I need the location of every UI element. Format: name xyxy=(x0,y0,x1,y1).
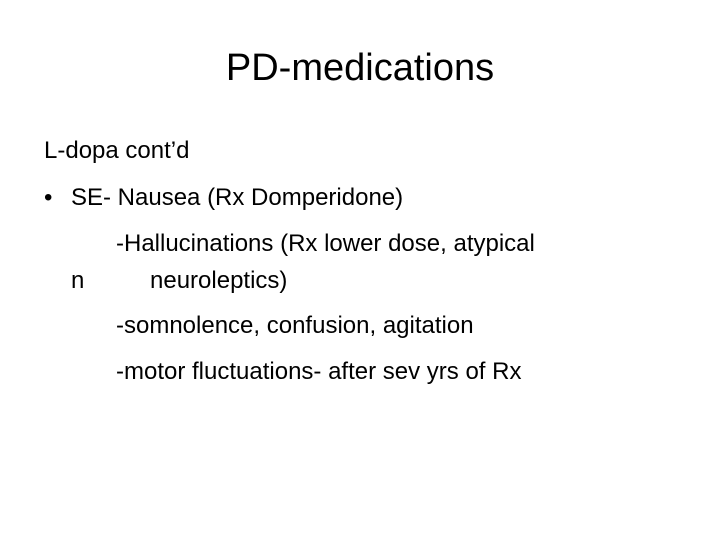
stray-marker: n xyxy=(71,267,85,294)
slide-title: PD-medications xyxy=(225,47,495,89)
subheading: L-dopa cont’d xyxy=(44,137,190,164)
side-effect-somnolence: -somnolence, confusion, agitation xyxy=(116,312,474,339)
bullet-text: SE- Nausea (Rx Domperidone) xyxy=(71,184,404,211)
side-effect-hallucinations: -Hallucinations (Rx lower dose, atypical xyxy=(116,230,535,257)
side-effect-motor-fluctuations: -motor fluctuations- after sev yrs of Rx xyxy=(116,358,522,385)
bullet-icon: • xyxy=(44,184,53,211)
side-effect-hallucinations-cont: neuroleptics) xyxy=(150,267,288,294)
